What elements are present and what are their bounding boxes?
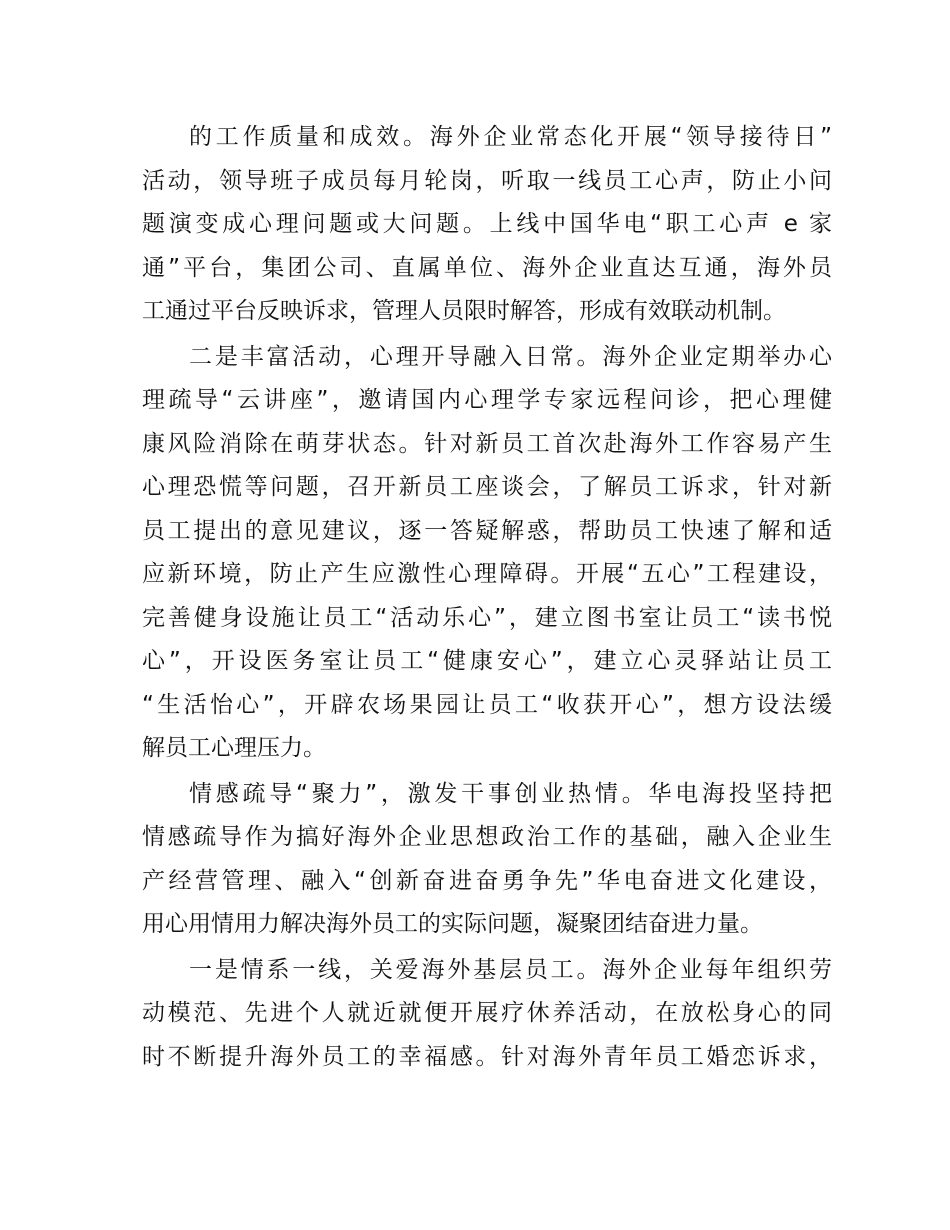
text-line: 员工提出的意见建议，逐一答疑解惑，帮助员工快速了解和适 [142, 517, 832, 544]
text-line: 用心用情用力解决海外员工的实际问题，凝聚团结奋进力量。 [142, 911, 763, 937]
paragraph-4 [142, 949, 832, 1080]
text-line: 工通过平台反映诉求，管理人员限时解答，形成有效联动机制。 [142, 298, 786, 324]
text-line: 一是情系一线，关爱海外基层员工。海外企业每年组织劳 [189, 956, 832, 983]
text-line: 解员工心理压力。 [142, 735, 326, 761]
text-line: “生活怡心”，开辟农场果园让员工“收获开心”，想方设法缓 [142, 691, 832, 718]
text-line: 通”平台，集团公司、直属单位、海外企业直达互通，海外员 [142, 254, 832, 281]
text-line: 情感疏导“聚力”，激发干事创业热情。华电海投坚持把 [189, 780, 832, 807]
text-line: 应新环境，防止产生应激性心理障碍。开展“五心”工程建设， [142, 561, 832, 587]
text-line: 完善健身设施让员工“活动乐心”，建立图书室让员工“读书悦 [142, 604, 832, 631]
text-line: 题演变成心理问题或大问题。上线中国华电“职工心声 e 家 [142, 211, 832, 237]
text-line: 心理恐慌等问题，召开新员工座谈会，了解员工诉求，针对新 [142, 474, 832, 500]
text-line: 情感疏导作为搞好海外企业思想政治工作的基础，融入企业生 [142, 824, 832, 850]
text-line: 二是丰富活动，心理开导融入日常。海外企业定期举办心 [189, 343, 832, 370]
paragraph-3 [142, 773, 832, 947]
paragraph-1 [142, 116, 832, 334]
text-line: 动模范、先进个人就近就便开展疗休养活动，在放松身心的同 [142, 1000, 832, 1026]
text-line: 康风险消除在萌芽状态。针对新员工首次赴海外工作容易产生 [142, 430, 832, 457]
document-body [142, 116, 832, 1079]
text-line: 产经营管理、融入“创新奋进奋勇争先”华电奋进文化建设， [142, 867, 832, 894]
text-line: 时不断提升海外员工的幸福感。针对海外青年员工婚恋诉求， [142, 1043, 832, 1070]
text-line: 的工作质量和成效。海外企业常态化开展“领导接待日” [189, 124, 832, 150]
text-line: 理疏导“云讲座”，邀请国内心理学专家远程问诊，把心理健 [142, 387, 832, 413]
paragraph-2 [142, 336, 832, 771]
text-line: 心”，开设医务室让员工“健康安心”，建立心灵驿站让员工 [142, 648, 832, 674]
text-line: 活动，领导班子成员每月轮岗，听取一线员工心声，防止小问 [142, 167, 832, 194]
